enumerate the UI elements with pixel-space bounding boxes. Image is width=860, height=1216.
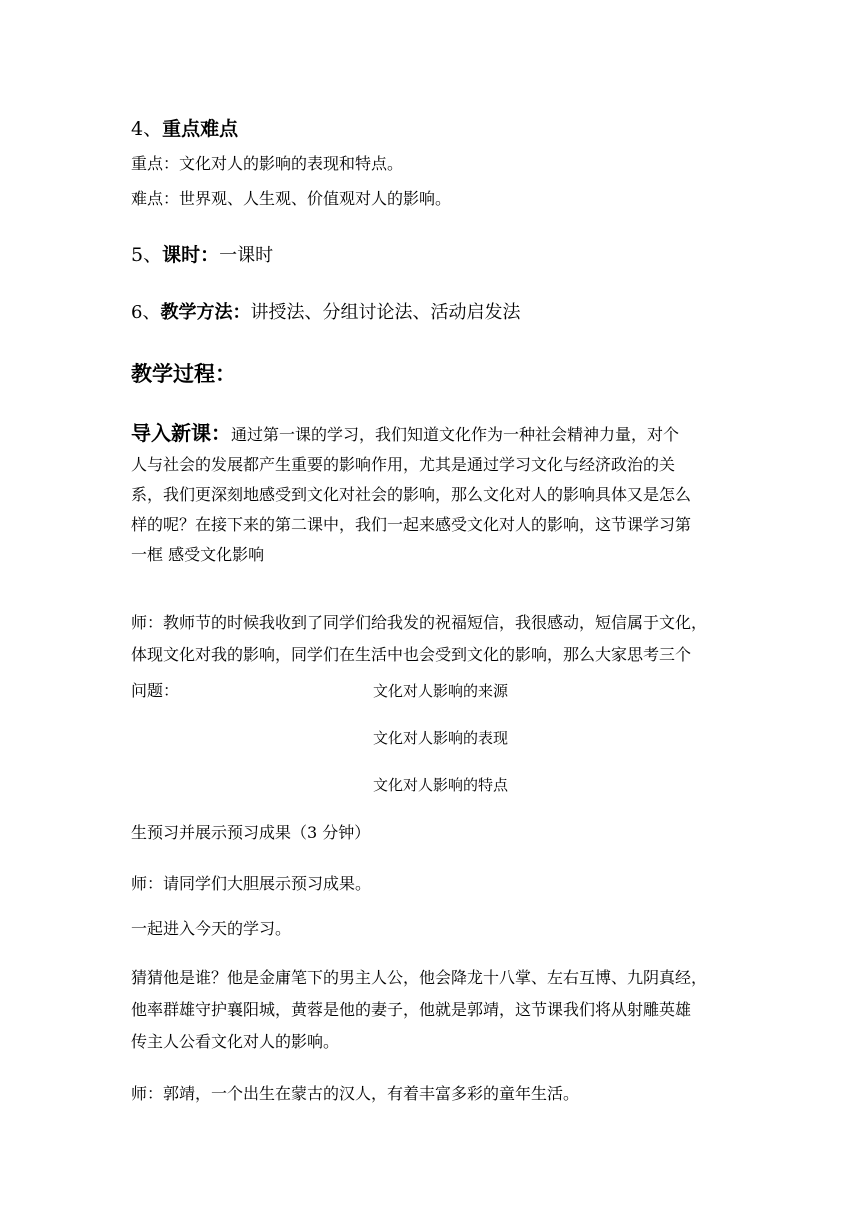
section-6-heading xyxy=(131,300,520,326)
guess-line-1: 猜猜他是谁？他是金庸笔下的男主人公，他会降龙十八掌、左右互博、九阴真经， xyxy=(131,968,708,987)
enter-study-line: 一起进入今天的学习。 xyxy=(131,919,292,938)
section-5-value: 一课时 xyxy=(219,245,274,266)
teacher1-line-1: 师：教师节的时候我收到了同学们给我发的祝福短信，我很感动，短信属于文化， xyxy=(131,613,708,632)
process-heading: 教学过程： xyxy=(131,362,236,386)
key-point-line: 重点：文化对人的影响的表现和特点。 xyxy=(131,154,404,173)
intro-line-4: 样的呢？在接下来的第二课中，我们一起来感受文化对人的影响，这节课学习第 xyxy=(131,515,692,534)
intro-label: 导入新课： xyxy=(131,421,231,445)
guess-line-2: 他率群雄守护襄阳城，黄蓉是他的妻子，他就是郭靖，这节课我们将从射雕英雄 xyxy=(131,1000,692,1019)
difficult-point-line: 难点：世界观、人生观、价值观对人的影响。 xyxy=(131,189,452,208)
teacher1-line-2: 体现文化对我的影响，同学们在生活中也会受到文化的影响，那么大家思考三个 xyxy=(131,645,692,664)
teacher1-line-3: 问题： xyxy=(131,681,180,700)
section-6-title: 教学方法： xyxy=(160,302,251,323)
student-preview-line: 生预习并展示预习成果（3 分钟） xyxy=(131,823,371,842)
guess-paragraph xyxy=(131,962,735,1058)
intro-line-1: 导入新课：通过第一课的学习，我们知道文化作为一种社会精神力量，对个 xyxy=(131,421,680,445)
intro-paragraph xyxy=(131,418,735,570)
section-4-heading xyxy=(131,116,238,142)
question-2: 文化对人影响的表现 xyxy=(373,729,509,747)
teacher-paragraph-1 xyxy=(131,607,735,671)
question-3: 文化对人影响的特点 xyxy=(373,776,509,794)
intro-line-5: 一框 感受文化影响 xyxy=(131,545,265,564)
section-4-title: 重点难点 xyxy=(162,118,239,140)
teacher-line-2: 师：请同学们大胆展示预习成果。 xyxy=(131,874,372,893)
guess-line-3: 传主人公看文化对人的影响。 xyxy=(131,1032,340,1051)
section-5-number: 5、 xyxy=(131,244,163,266)
section-6-value: 讲授法、分组讨论法、活动启发法 xyxy=(250,302,521,323)
teacher-line-3: 师：郭靖，一个出生在蒙古的汉人，有着丰富多彩的童年生活。 xyxy=(131,1084,580,1103)
section-4-number: 4、 xyxy=(131,118,163,140)
intro-line-3: 系，我们更深刻地感受到文化对社会的影响，那么文化对人的影响具体又是怎么 xyxy=(131,485,692,504)
section-6-number: 6、 xyxy=(131,302,161,323)
question-1: 文化对人影响的来源 xyxy=(373,682,509,700)
section-5-heading xyxy=(131,242,273,269)
intro-line-2: 人与社会的发展都产生重要的影响作用，尤其是通过学习文化与经济政治的关 xyxy=(131,455,676,474)
section-5-title: 课时： xyxy=(162,244,220,266)
